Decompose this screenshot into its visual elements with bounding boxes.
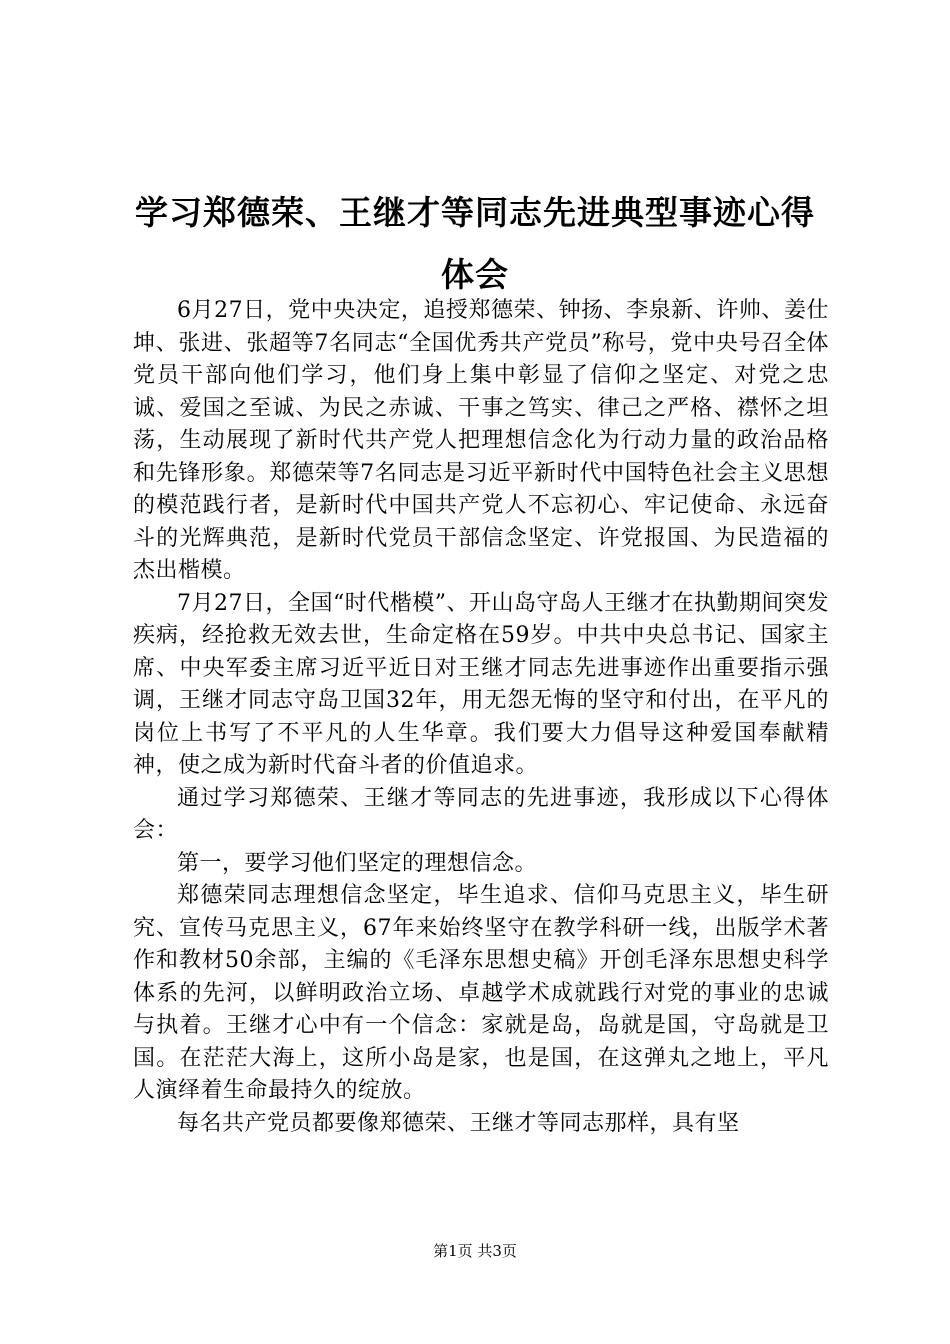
document-title: 学习郑德荣、王继才等同志先进典型事迹心得体会 [135,193,815,294]
paragraph-point-one: 第一，要学习他们坚定的理想信念。 [177,850,538,876]
paragraph-wang-jicai: 7月27日，全国“时代楷模”、开山岛守岛人王继才在执勤期间突发疾病，经抢救无效去世，生命定格在59岁。中共中央总书记、国家主席、中央军委主席习近平近日对王继才同志先进事迹作出重要指示强调，王继才同志守岛卫国32年，用无怨无悔的坚守和付出，在平凡的岗位上书写了不平凡的人生华章。我们要大力倡导这种爱国奉献精神，使之成为新时代奋斗者的价值追求。 [133,590,829,778]
paragraph-ideals-belief: 郑德荣同志理想信念坚定，毕生追求、信仰马克思主义，毕生研究、宣传马克思主义，67年来始终坚守在教学科研一线，出版学术著作和教材50余部，主编的《毛泽东思想史稿》开创毛泽东思想史科学体系的先河，以鲜明政治立场、卓越学术成就践行对党的事业的忠诚与执着。王继才心中有一个信念：家就是岛，岛就是国，守岛就是卫国。在茫茫大海上，这所小岛是家，也是国，在这弹丸之地上，平凡人演绎着生命最持久的绽放。 [133,883,829,1103]
paragraph-intro-reflections: 通过学习郑德荣、王继才等同志的先进事迹，我形成以下心得体会： [133,785,829,843]
page-number-footer: 第1页 共3页 [433,1242,517,1260]
paragraph-award-announcement: 6月27日，党中央决定，追授郑德荣、钟扬、李泉新、许帅、姜仕坤、张进、张超等7名同志“全国优秀共产党员”称号，党中央号召全体党员干部向他们学习，他们身上集中彰显了信仰之坚定、对党之忠诚、爱国之至诚、为民之赤诚、干事之笃实、律己之严格、襟怀之坦荡，生动展现了新时代共产党人把理想信念化为行动力量的政治品格和先锋形象。郑德荣等7名同志是习近平新时代中国特色社会主义思想的模范践行者，是新时代中国共产党人不忘初心、牢记使命、永远奋斗的光辉典范，是新时代党员干部信念坚定、许党报国、为民造福的杰出楷模。 [133,298,829,583]
document-body [133,295,829,1140]
paragraph-continued: 每名共产党员都要像郑德荣、王继才等同志那样，具有坚 [177,1110,740,1136]
